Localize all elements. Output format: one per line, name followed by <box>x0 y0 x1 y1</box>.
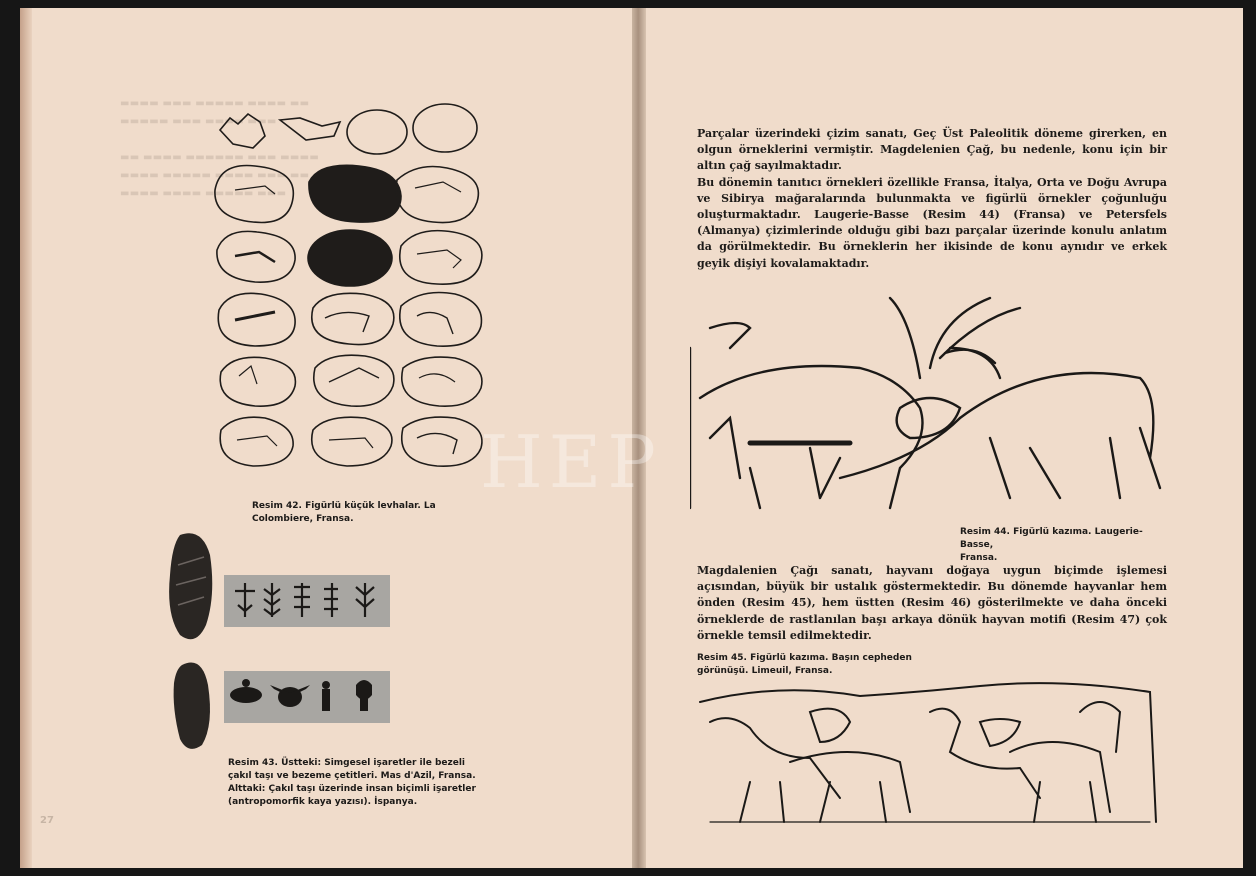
plaque-1-4 <box>413 104 477 152</box>
plaque-5-1 <box>220 357 295 406</box>
plaque-3-3 <box>400 231 482 285</box>
plaque-3-1 <box>217 231 295 282</box>
plaque-6-3 <box>402 417 482 466</box>
figure-43-caption-line1: Resim 43. Üstteki: Simgesel işaretler ile bezeli <box>228 758 465 768</box>
figure-43-pebbles <box>160 525 460 765</box>
figure-44-caption <box>960 526 1175 565</box>
plaque-4-3 <box>400 293 482 347</box>
figure-42-plaques <box>205 100 495 490</box>
plaque-1-2 <box>280 118 340 140</box>
paragraph-1-text: Parçalar üzerindeki çizim sanatı, Geç Üst Paleolitik döneme girerken, en olgun örneklerini vermiştir. Magdelenien Çağ, bu nedenle, konu için bir altın çağ sayılmaktadır. <box>697 127 1167 173</box>
figure-44-deer-engraving <box>690 268 1180 518</box>
paragraph-3-text: Magdalenien Çağı sanatı, hayvanı doğaya uygun biçimde işlemesi açısından, büyük bir ustalık göstermektedir. Bu dönemde hayvanlar hem önden (Resim 45), hem üstten (Resim 46) gösterilmekte ve daha önceki örneklerde de rastlanılan başı arkaya dönük hayvan motifi (Resim 47) çok örnekle temsil edilmektedir. <box>697 564 1167 642</box>
plaque-5-3 <box>402 357 482 406</box>
paragraph-2-text: Bu dönemin tanıtıcı örnekleri özellikle Fransa, İtalya, Orta ve Doğu Avrupa ve Sibirya mağaralarında bulunmakta ve figürlü örnekler çoğunluğu oluşturmaktadır. Laugerie-Basse (Resim 44) (Fransa) ve Petersfels (Almanya) çizimlerinde olduğu gibi bazı parçalar üzerinde konulu anlatım da görülmektedir. Bu örneklerin her ikisinde de konu aynıdır ve erkek geyik dişiyi kovalamaktadır. <box>697 175 1167 270</box>
figure-43-caption <box>228 757 488 809</box>
plaque-2-1 <box>215 166 293 223</box>
figure-44-caption-line1: Resim 44. Figürlü kazıma. Laugerie- Basse, <box>960 527 1143 550</box>
antlers <box>890 298 1020 378</box>
plaque-4-1 <box>218 293 295 346</box>
plaque-1-1 <box>220 114 265 148</box>
pebble-upper <box>169 533 212 639</box>
plaque-2-2 <box>309 165 401 222</box>
plaque-1-3 <box>347 110 407 154</box>
paragraph-3 <box>697 563 1167 644</box>
paragraph-1 <box>697 126 1167 272</box>
figure-45-caption <box>697 652 957 678</box>
figure-45-caption-line1: Resim 45. Figürlü kazıma. Başın cepheden <box>697 653 912 663</box>
plaque-6-1 <box>220 417 293 466</box>
figure-44-caption-line2: Fransa. <box>960 553 998 563</box>
plaque-4-2 <box>312 293 394 344</box>
stone-outline <box>700 683 1156 822</box>
plaque-5-2 <box>314 355 394 406</box>
figure-43-caption-line3: Alttaki: Çakıl taşı üzerinde insan biçimli işaretler <box>228 784 476 794</box>
plaque-6-2 <box>312 417 392 466</box>
figure-45-caption-line2: görünüşü. Limeuil, Fransa. <box>697 666 833 676</box>
deer-head <box>897 398 960 438</box>
figure-45-herd-engraving <box>690 682 1180 832</box>
left-page-number: 27 <box>40 815 54 826</box>
figure-43-caption-line2: çakıl taşı ve bezeme çetitleri. Mas d'Azil, Fransa. <box>228 771 476 781</box>
pebble-lower <box>174 663 210 749</box>
figure-43-caption-line4: (antropomorfik kaya yazısı). İspanya. <box>228 797 418 807</box>
watermark: HEP <box>480 420 662 504</box>
plaque-2-3 <box>396 167 478 223</box>
plaque-3-2 <box>308 230 392 286</box>
left-page-edge <box>20 8 32 868</box>
bleed-through-text: ▬▬▬▬ ▬▬▬ ▬▬▬▬▬ ▬▬▬▬ ▬▬ ▬▬▬▬▬ ▬▬▬ ▬▬▬▬ ▬▬▬ ▬▬ ▬▬▬▬ ▬▬▬▬▬▬ ▬▬▬ ▬▬▬▬ ▬▬▬▬ ▬▬▬▬▬ ▬▬▬▬ ▬▬▬ ▬▬ ▬▬▬▬ ▬▬▬▬ ▬▬▬▬▬ ▬▬▬ <box>120 98 320 199</box>
figure-42-caption: Resim 42. Figürlü küçük levhalar. La Colombiere, Fransa. <box>252 501 436 524</box>
